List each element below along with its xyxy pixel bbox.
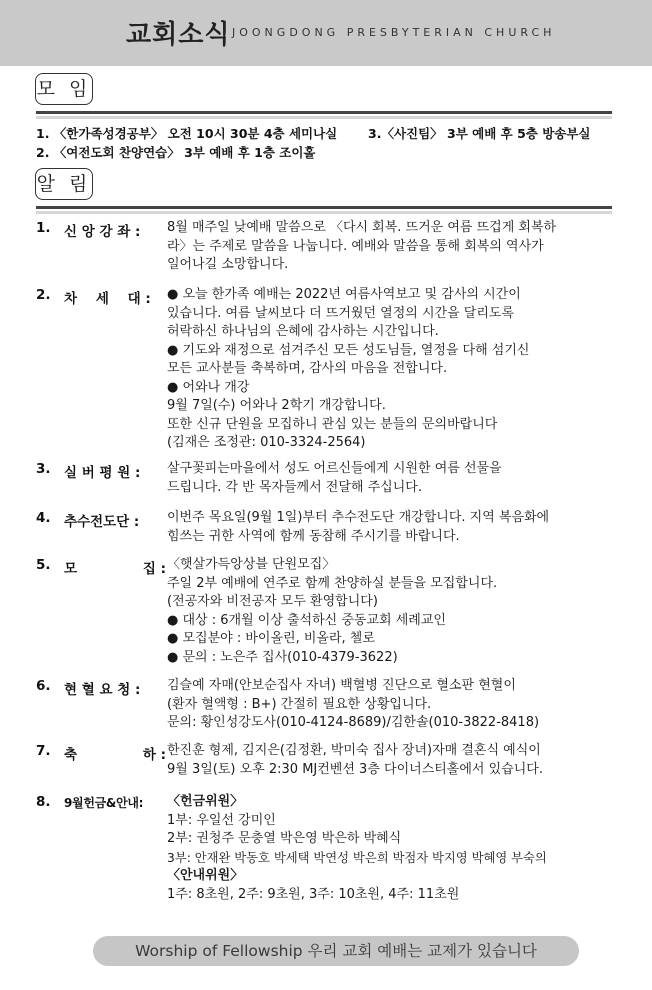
meetings-divider-top	[36, 111, 612, 114]
notice-content	[167, 556, 497, 667]
notice-line: ● 어와나 개강	[167, 379, 250, 395]
notice-line: 김슬예 자매(안보순집사 자녀) 백혈병 진단으로 혈소판 현혈이	[167, 678, 516, 693]
notice-line: 있습니다. 여름 날씨보다 더 뜨거웠던 열정의 시간을 달리도록	[167, 305, 515, 321]
meeting-item: 2. 〈여전도회 찬양연습〉 3부 예배 후 1층 조이홀	[36, 145, 316, 160]
notice-content	[167, 219, 556, 275]
notice-line: ● 기도와 재정으로 섬겨주신 모든 성도님들, 열정을 다해 섬기신	[167, 342, 530, 358]
notice-line: 라〉는 주제로 말씀을 나눕니다. 예배와 말씀을 통해 회복의 역사가	[167, 238, 544, 254]
notice-line: 허락하신 하나님의 은혜에 감사하는 시간입니다.	[167, 324, 439, 339]
notice-label: 축 하 :	[64, 747, 166, 763]
notice-label: 현 혈 요 청 :	[64, 682, 141, 698]
notice-label: 차 세 대 :	[64, 291, 151, 307]
notice-number: 6.	[36, 678, 51, 694]
notice-label: 신 앙 강 좌 :	[64, 224, 141, 240]
notice-line: 이번주 목요일(9월 1일)부터 추수전도단 개강합니다. 지역 복음화에	[167, 510, 550, 525]
notice-number: 5.	[36, 557, 51, 573]
notice-line: 일어나길 소망합니다.	[167, 257, 289, 272]
church-name: JOONGDONG PRESBYTERIAN CHURCH	[232, 26, 556, 39]
notice-line: 〈안내위원〉	[167, 868, 244, 883]
notice-line: 〈헌금위원〉	[167, 794, 244, 809]
notice-line: (환자 혈액형 : B+) 간절히 필요한 상황입니다.	[167, 696, 432, 712]
notice-number: 3.	[36, 461, 51, 477]
meetings-section-label: 모 임	[35, 73, 93, 105]
notice-line: 9월 7일(수) 어와나 2학기 개강합니다.	[167, 398, 386, 413]
notice-label: 9월헌금&안내:	[64, 796, 144, 810]
notice-line: 살구꽃피는마을에서 성도 어르신들에게 시원한 여름 선물을	[167, 461, 502, 476]
notice-line: 드립니다. 각 반 목자들께서 전달해 주십니다.	[167, 479, 422, 495]
notices-section-label: 알 림	[35, 168, 93, 200]
notice-line: ● 모집분야 : 바이올린, 비올라, 첼로	[167, 631, 375, 646]
notice-content	[167, 460, 502, 497]
notice-line: ● 문의 : 노은주 집사(010-4379-3622)	[167, 649, 398, 665]
notices-divider-bottom	[36, 211, 612, 214]
notice-line: 8월 매주일 낮예배 말씀으로 〈다시 회복. 뜨거운 여름 뜨겁게 회복하	[167, 220, 557, 235]
notice-line: (김재은 조정관: 010-3324-2564)	[167, 435, 366, 450]
notice-line: ● 오늘 한가족 예배는 2022년 여름사역보고 및 감사의 시간이	[167, 287, 521, 302]
notice-line: ● 대상 : 6개월 이상 출석하신 중동교회 세례교인	[167, 612, 446, 628]
notice-content	[167, 677, 539, 733]
notice-line: 주일 2부 예배에 연주로 함께 찬양하실 분들을 모집합니다.	[167, 575, 498, 591]
meeting-item: 1. 〈한가족성경공부〉 오전 10시 30분 4층 세미나실	[36, 126, 338, 141]
notice-label: 추수전도단 :	[64, 514, 140, 530]
meeting-item: 3.〈사진팀〉 3부 예배 후 5층 방송부실	[368, 126, 591, 141]
notice-line: 문의: 황인성강도사(010-4124-8689)/김한솔(010-3822-8418)	[167, 715, 540, 730]
notice-content	[167, 793, 547, 904]
notice-line: 〈햇살가득앙상블 단원모집〉	[167, 557, 336, 572]
notice-number: 2.	[36, 287, 51, 303]
page-title: 교회소식	[126, 20, 231, 50]
notices-divider-top	[36, 206, 612, 209]
notice-content	[167, 509, 549, 546]
notice-line: 1주: 8초원, 2주: 9초원, 3주: 10초원, 4주: 11초원	[167, 886, 460, 902]
notice-line: 2부: 권청주 문충열 박은영 박은하 박혜식	[167, 831, 402, 846]
notice-number: 4.	[36, 510, 51, 526]
notice-label: 실 버 평 원 :	[64, 465, 141, 481]
notice-line: 모든 교사분들 축복하며, 감사의 마음을 전합니다.	[167, 361, 448, 376]
notice-line: 한진훈 형제, 김지은(김정환, 박미숙 집사 장녀)자매 결혼식 예식이	[167, 743, 541, 758]
meetings-divider-bottom	[36, 116, 612, 119]
notice-label: 모 집 :	[64, 561, 166, 577]
notice-line: 9월 3일(토) 오후 2:30 MJ컨벤션 3층 다이너스티홀에서 있습니다.	[167, 761, 543, 777]
notice-line: 3부: 안재완 박동호 박세택 박연성 박은희 박점자 박지영 박혜영 부숙의	[167, 850, 547, 865]
notice-number: 7.	[36, 743, 51, 759]
notice-line: (전공자와 비전공자 모두 환영합니다)	[167, 594, 378, 609]
header-banner	[0, 0, 652, 66]
notice-number: 1.	[36, 220, 51, 236]
notice-content	[167, 742, 543, 779]
notice-line: 또한 신규 단원을 모집하니 관심 있는 분들의 문의바랍니다	[167, 416, 498, 432]
notice-line: 1부: 우일선 강미인	[167, 812, 276, 828]
notice-line: 힘쓰는 귀한 사역에 함께 동참해 주시기를 바랍니다.	[167, 528, 460, 544]
notice-number: 8.	[36, 794, 51, 810]
notice-content	[167, 286, 530, 453]
footer-banner: Worship of Fellowship 우리 교회 예배는 교제가 있습니다	[93, 936, 579, 966]
